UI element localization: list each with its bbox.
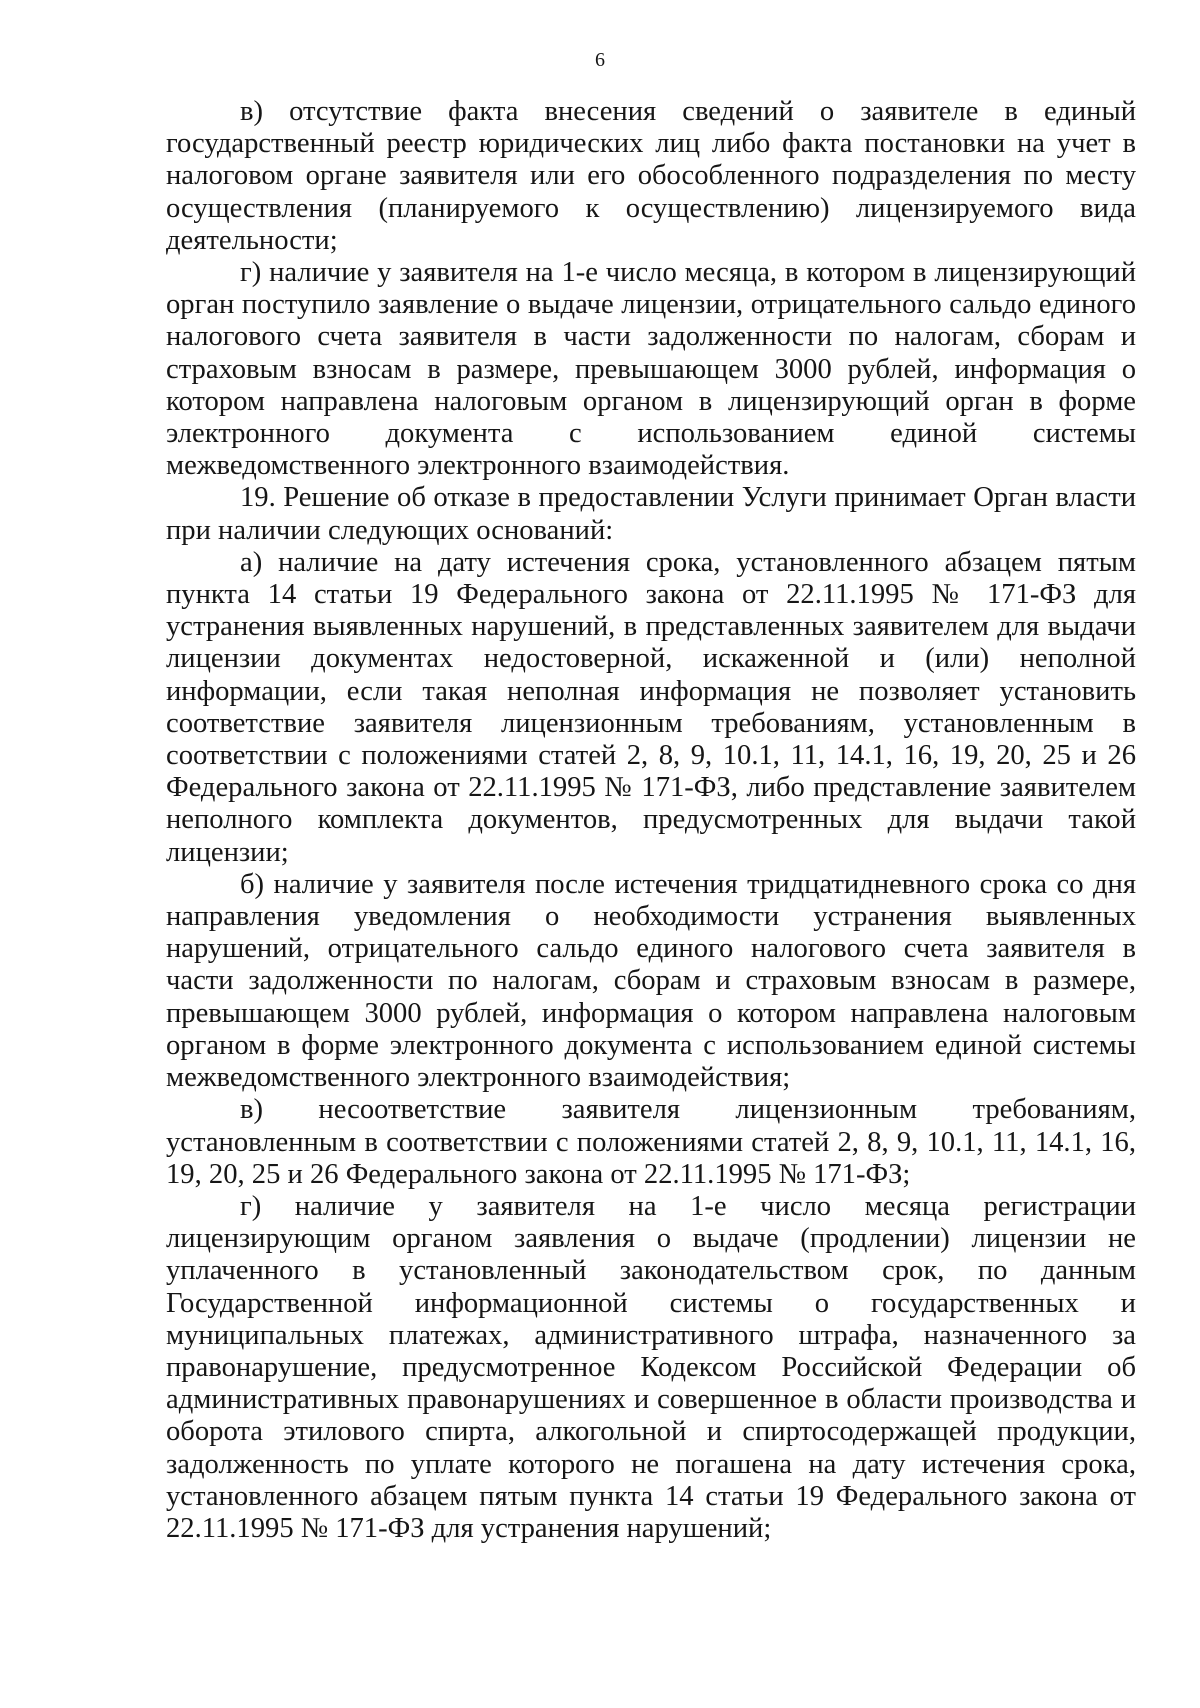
paragraph-b-negative-balance-after-notice: б) наличие у заявителя после истечения тридцатидневного срока со дня направления уведомления о необходимости устранения выявленных нарушений, отрицательного сальдо единого налогового счета заявителя в части задолженности по налогам, сборам и страховым взносам в размере, превышающем 3000 рублей, информация о котором направлена налоговым органом в форме электронного документа с использованием единой системы межведомственного электронного взаимодействия;	[166, 868, 1136, 1094]
paragraph-g-negative-tax-balance: г) наличие у заявителя на 1-е число месяца, в котором в лицензирующий орган поступило заявление о выдаче лицензии, отрицательного сальдо единого налогового счета заявителя в части задолженности по налогам, сборам и страховым взносам в размере, превышающем 3000 рублей, информация о котором направлена налоговым органом в лицензирующий орган в форме электронного документа с использованием единой системы межведомственного электронного взаимодействия.	[166, 257, 1136, 482]
paragraph-v-license-requirements-mismatch: в) несоответствие заявителя лицензионным требованиям, установленным в соответствии с положениями статей 2, 8, 9, 10.1, 11, 14.1, 16, 19, 20, 25 и 26 Федерального закона от 22.11.1995 № 171-ФЗ;	[166, 1094, 1136, 1190]
paragraph-19-refusal-grounds: 19. Решение об отказе в предоставлении Услуги принимает Орган власти при наличии следующих оснований:	[166, 482, 1136, 546]
paragraph-g-unpaid-administrative-fine: г) наличие у заявителя на 1-е число месяца регистрации лицензирующим органом заявления о выдаче (продлении) лицензии не уплаченного в установленный законодательством срок, по данным Государственной информационной системы о государственных и муниципальных платежах, административного штрафа, назначенного за правонарушение, предусмотренное Кодексом Российской Федерации об административных правонарушениях и совершенное в области производства и оборота этилового спирта, алкогольной и спиртосодержащей продукции, задолженность по уплате которого не погашена на дату истечения срока, установленного абзацем пятым пункта 14 статьи 19 Федерального закона от 22.11.1995 № 171-ФЗ для устранения нарушений;	[166, 1190, 1136, 1544]
page-number: 6	[595, 49, 605, 71]
document-body	[166, 96, 1136, 1545]
paragraph-a-inaccurate-documents: а) наличие на дату истечения срока, установленного абзацем пятым пункта 14 статьи 19 Федерального закона от 22.11.1995 № 171-ФЗ для устранения выявленных нарушений, в представленных заявителем для выдачи лицензии документах недостоверной, искаженной и (или) неполной информации, если такая неполная информация не позволяет установить соответствие заявителя лицензионным требованиям, установленным в соответствии с положениями статей 2, 8, 9, 10.1, 11, 14.1, 16, 19, 20, 25 и 26 Федерального закона от 22.11.1995 № 171-ФЗ, либо представление заявителем неполного комплекта документов, предусмотренных для выдачи такой лицензии;	[166, 546, 1136, 868]
paragraph-v-no-registry-record: в) отсутствие факта внесения сведений о заявителе в единый государственный реестр юридических лиц либо факта постановки на учет в налоговом органе заявителя или его обособленного подразделения по месту осуществления (планируемого к осуществлению) лицензируемого вида деятельности;	[166, 96, 1136, 256]
